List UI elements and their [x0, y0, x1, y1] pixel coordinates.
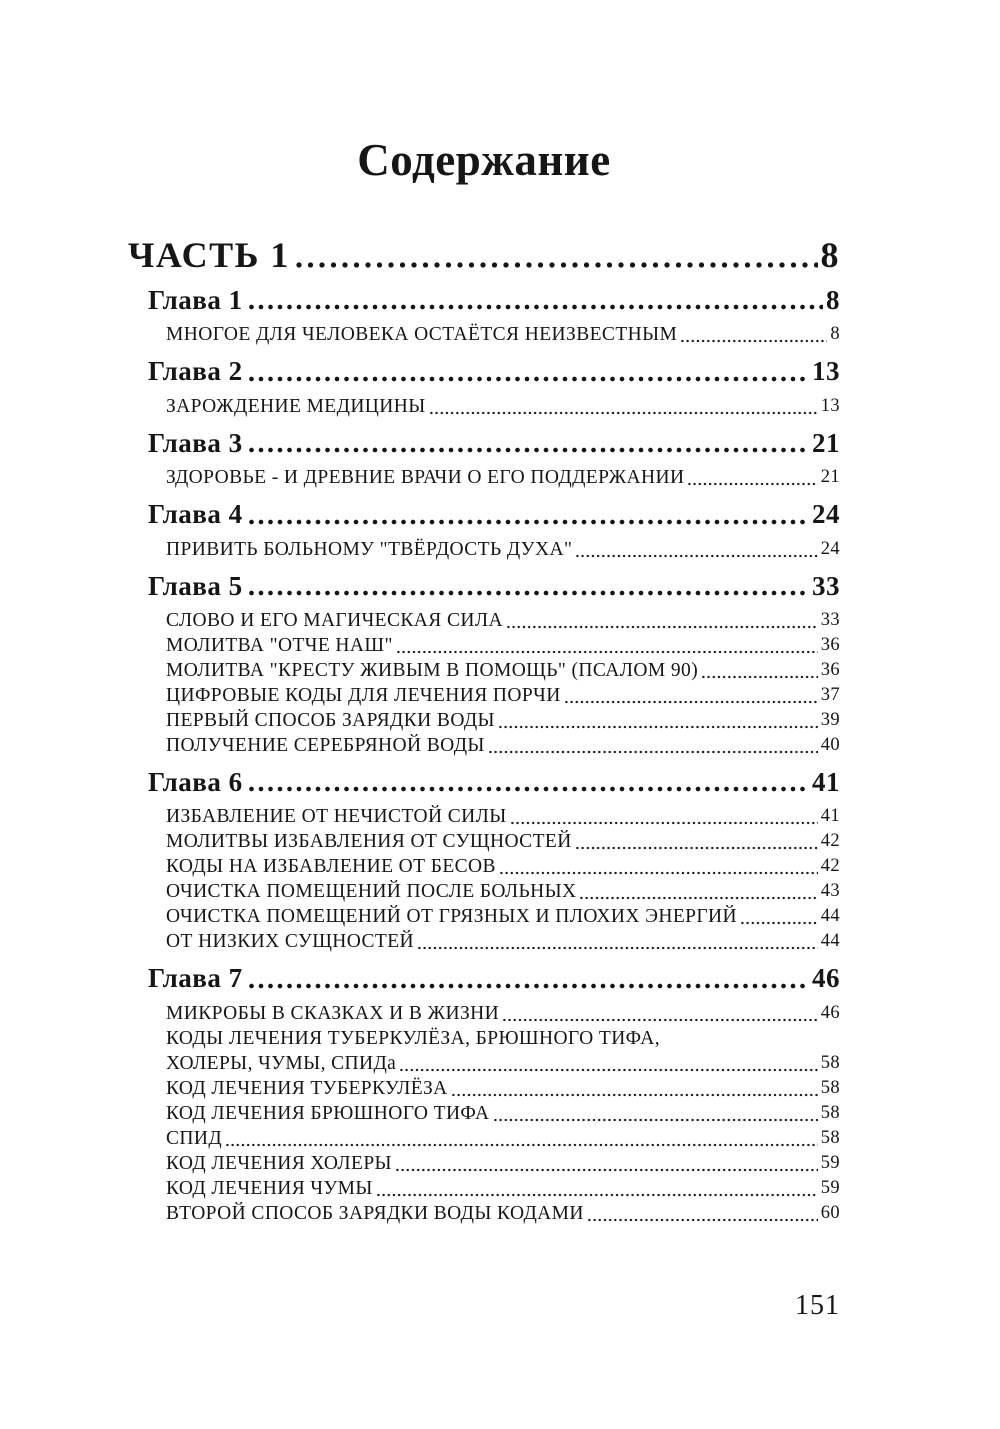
- toc-list: [128, 234, 840, 1226]
- dot-leader: [396, 1168, 818, 1172]
- entry-page-number: 40: [820, 734, 840, 755]
- entry-row: [128, 537, 840, 562]
- dot-leader: [249, 447, 809, 453]
- entry-label: МИКРОБЫ В СКАЗКАХ И В ЖИЗНИ: [166, 1002, 500, 1024]
- entry-page-number: 46: [820, 1002, 840, 1023]
- dot-leader: [400, 1068, 817, 1072]
- dot-leader: [489, 750, 818, 754]
- chapter-row: [128, 284, 840, 316]
- entry-page-number: 58: [820, 1052, 840, 1073]
- dot-leader: [249, 519, 809, 525]
- part-label: ЧАСТЬ 1: [128, 234, 290, 275]
- entry-page-number: 21: [820, 467, 840, 488]
- dot-leader: [565, 700, 818, 704]
- entry-row: [128, 829, 840, 854]
- dot-leader: [226, 1143, 818, 1147]
- entry-label: ЦИФРОВЫЕ КОДЫ ДЛЯ ЛЕЧЕНИЯ ПОРЧИ: [166, 684, 561, 706]
- entry-label: ЗДОРОВЬЕ - И ДРЕВНИЕ ВРАЧИ О ЕГО ПОДДЕРЖАНИИ: [166, 467, 685, 489]
- chapter-page-number: 13: [812, 356, 840, 387]
- entry-label: СЛОВО И ЕГО МАГИЧЕСКАЯ СИЛА: [166, 609, 503, 631]
- dot-leader: [741, 921, 818, 925]
- entry-label: ОТ НИЗКИХ СУЩНОСТЕЙ: [166, 931, 414, 953]
- chapter-label: Глава 3: [148, 427, 243, 458]
- entry-label: МНОГОЕ ДЛЯ ЧЕЛОВЕКА ОСТАЁТСЯ НЕИЗВЕСТНЫМ: [166, 324, 678, 346]
- entry-page-number: 41: [820, 806, 840, 827]
- chapter-label: Глава 6: [148, 766, 243, 797]
- entry-row: [128, 1001, 840, 1026]
- entry-label: ЗАРОЖДЕНИЕ МЕДИЦИНЫ: [166, 395, 426, 417]
- entry-label: КОД ЛЕЧЕНИЯ БРЮШНОГО ТИФА: [166, 1102, 490, 1124]
- entry-row: [128, 1201, 840, 1226]
- entry-label: МОЛИТВЫ ИЗБАВЛЕНИЯ ОТ СУЩНОСТЕЙ: [166, 831, 572, 853]
- entry-label: КОДЫ ЛЕЧЕНИЯ ТУБЕРКУЛЁЗА, БРЮШНОГО ТИФА,: [166, 1027, 661, 1049]
- dot-leader: [576, 554, 817, 558]
- chapter-page-number: 46: [812, 963, 840, 994]
- entry-row: [128, 804, 840, 829]
- dot-leader: [576, 846, 818, 850]
- page-title: Содержание: [357, 135, 611, 185]
- entry-page-number: 33: [820, 609, 840, 630]
- dot-leader: [249, 590, 809, 596]
- chapter-row: [128, 766, 840, 798]
- entry-row: [128, 683, 840, 708]
- dot-leader: [377, 1193, 818, 1197]
- footer-page-number: 151: [795, 1290, 840, 1321]
- chapter-page-number: 33: [812, 570, 840, 601]
- entry-page-number: 42: [820, 831, 840, 852]
- dot-leader: [249, 376, 809, 382]
- chapter-row: [128, 570, 840, 602]
- entry-page-number: 58: [820, 1102, 840, 1123]
- entry-row: [128, 1076, 840, 1101]
- dot-leader: [688, 482, 817, 486]
- entry-page-number: 43: [820, 881, 840, 902]
- chapter-row: [128, 962, 840, 994]
- dot-leader: [397, 650, 818, 654]
- chapter-row: [128, 427, 840, 459]
- entry-row: [128, 608, 840, 633]
- dot-leader: [452, 1093, 818, 1097]
- entry-page-number: 58: [820, 1077, 840, 1098]
- dot-leader: [494, 1118, 818, 1122]
- chapter-page-number: 41: [812, 766, 840, 797]
- entry-page-number: 59: [820, 1177, 840, 1198]
- entry-label: ПЕРВЫЙ СПОСОБ ЗАРЯДКИ ВОДЫ: [166, 709, 495, 731]
- dot-leader: [249, 304, 823, 310]
- entry-row: [128, 708, 840, 733]
- entry-page-number: 60: [820, 1202, 840, 1223]
- entry-row: [128, 1176, 840, 1201]
- entry-row: [128, 879, 840, 904]
- entry-label: ОЧИСТКА ПОМЕЩЕНИЙ ОТ ГРЯЗНЫХ И ПЛОХИХ ЭНЕРГИЙ: [166, 906, 738, 928]
- dot-leader: [499, 725, 818, 729]
- entry-page-number: 37: [820, 684, 840, 705]
- entry-label: КОД ЛЕЧЕНИЯ ХОЛЕРЫ: [166, 1152, 392, 1174]
- entry-page-number: 44: [820, 931, 840, 952]
- dot-leader: [588, 1218, 818, 1222]
- entry-row: [128, 1126, 840, 1151]
- entry-label: МОЛИТВА "ОТЧЕ НАШ": [166, 634, 393, 656]
- part-row: [128, 234, 840, 276]
- chapter-row: [128, 498, 840, 530]
- dot-leader: [296, 262, 818, 268]
- entry-label: КОДЫ НА ИЗБАВЛЕНИЕ ОТ БЕСОВ: [166, 856, 496, 878]
- entry-row: [128, 733, 840, 758]
- entry-page-number: 59: [820, 1152, 840, 1173]
- entry-row: [128, 394, 840, 419]
- entry-label: ПРИВИТЬ БОЛЬНОМУ "ТВЁРДОСТЬ ДУХА": [166, 538, 573, 560]
- chapter-label: Глава 2: [148, 356, 243, 387]
- part-page-number: 8: [820, 234, 840, 275]
- entry-row: [128, 854, 840, 879]
- entry-row: [128, 929, 840, 954]
- dot-leader: [507, 625, 818, 629]
- entry-label: ВТОРОЙ СПОСОБ ЗАРЯДКИ ВОДЫ КОДАМИ: [166, 1202, 584, 1224]
- chapter-label: Глава 4: [148, 499, 243, 530]
- chapter-page-number: 8: [826, 284, 840, 315]
- dot-leader: [702, 675, 818, 679]
- entry-page-number: 58: [820, 1127, 840, 1148]
- entry-label: ПОЛУЧЕНИЕ СЕРЕБРЯНОЙ ВОДЫ: [166, 734, 485, 756]
- entry-row: [128, 633, 840, 658]
- entry-page-number: 44: [820, 906, 840, 927]
- entry-label: КОД ЛЕЧЕНИЯ ЧУМЫ: [166, 1177, 373, 1199]
- table-of-contents: [128, 136, 840, 1226]
- dot-leader: [249, 983, 809, 989]
- dot-leader: [681, 339, 827, 343]
- entry-page-number: 36: [820, 659, 840, 680]
- dot-leader: [500, 871, 818, 875]
- chapter-label: Глава 7: [148, 963, 243, 994]
- entry-label: ИЗБАВЛЕНИЕ ОТ НЕЧИСТОЙ СИЛЫ: [166, 806, 507, 828]
- dot-leader: [249, 786, 809, 792]
- entry-label: СПИД: [166, 1127, 223, 1149]
- chapter-row: [128, 355, 840, 387]
- dot-leader: [511, 821, 818, 825]
- dot-leader: [418, 946, 818, 950]
- entry-label: ОЧИСТКА ПОМЕЩЕНИЙ ПОСЛЕ БОЛЬНЫХ: [166, 881, 577, 903]
- entry-row: [128, 904, 840, 929]
- chapter-label: Глава 5: [148, 570, 243, 601]
- entry-row: [128, 1151, 840, 1176]
- entry-row: [128, 1026, 840, 1051]
- entry-row: [128, 1101, 840, 1126]
- entry-row: [128, 322, 840, 347]
- entry-page-number: 42: [820, 856, 840, 877]
- entry-page-number: 24: [820, 538, 840, 559]
- chapter-page-number: 21: [812, 427, 840, 458]
- chapter-label: Глава 1: [148, 284, 243, 315]
- entry-row: [128, 658, 840, 683]
- entry-label: ХОЛЕРЫ, ЧУМЫ, СПИДа: [166, 1052, 397, 1074]
- entry-label: КОД ЛЕЧЕНИЯ ТУБЕРКУЛЁЗА: [166, 1077, 448, 1099]
- dot-leader: [580, 896, 817, 900]
- dot-leader: [430, 411, 818, 415]
- dot-leader: [503, 1018, 818, 1022]
- entry-page-number: 13: [820, 395, 840, 416]
- entry-page-number: 36: [820, 634, 840, 655]
- entry-row: [128, 465, 840, 490]
- entry-page-number: 39: [820, 709, 840, 730]
- entry-row: [128, 1051, 840, 1076]
- entry-label: МОЛИТВА "КРЕСТУ ЖИВЫМ В ПОМОЩЬ" (ПСАЛОМ 90): [166, 659, 699, 681]
- entry-page-number: 8: [830, 324, 840, 345]
- chapter-page-number: 24: [812, 499, 840, 530]
